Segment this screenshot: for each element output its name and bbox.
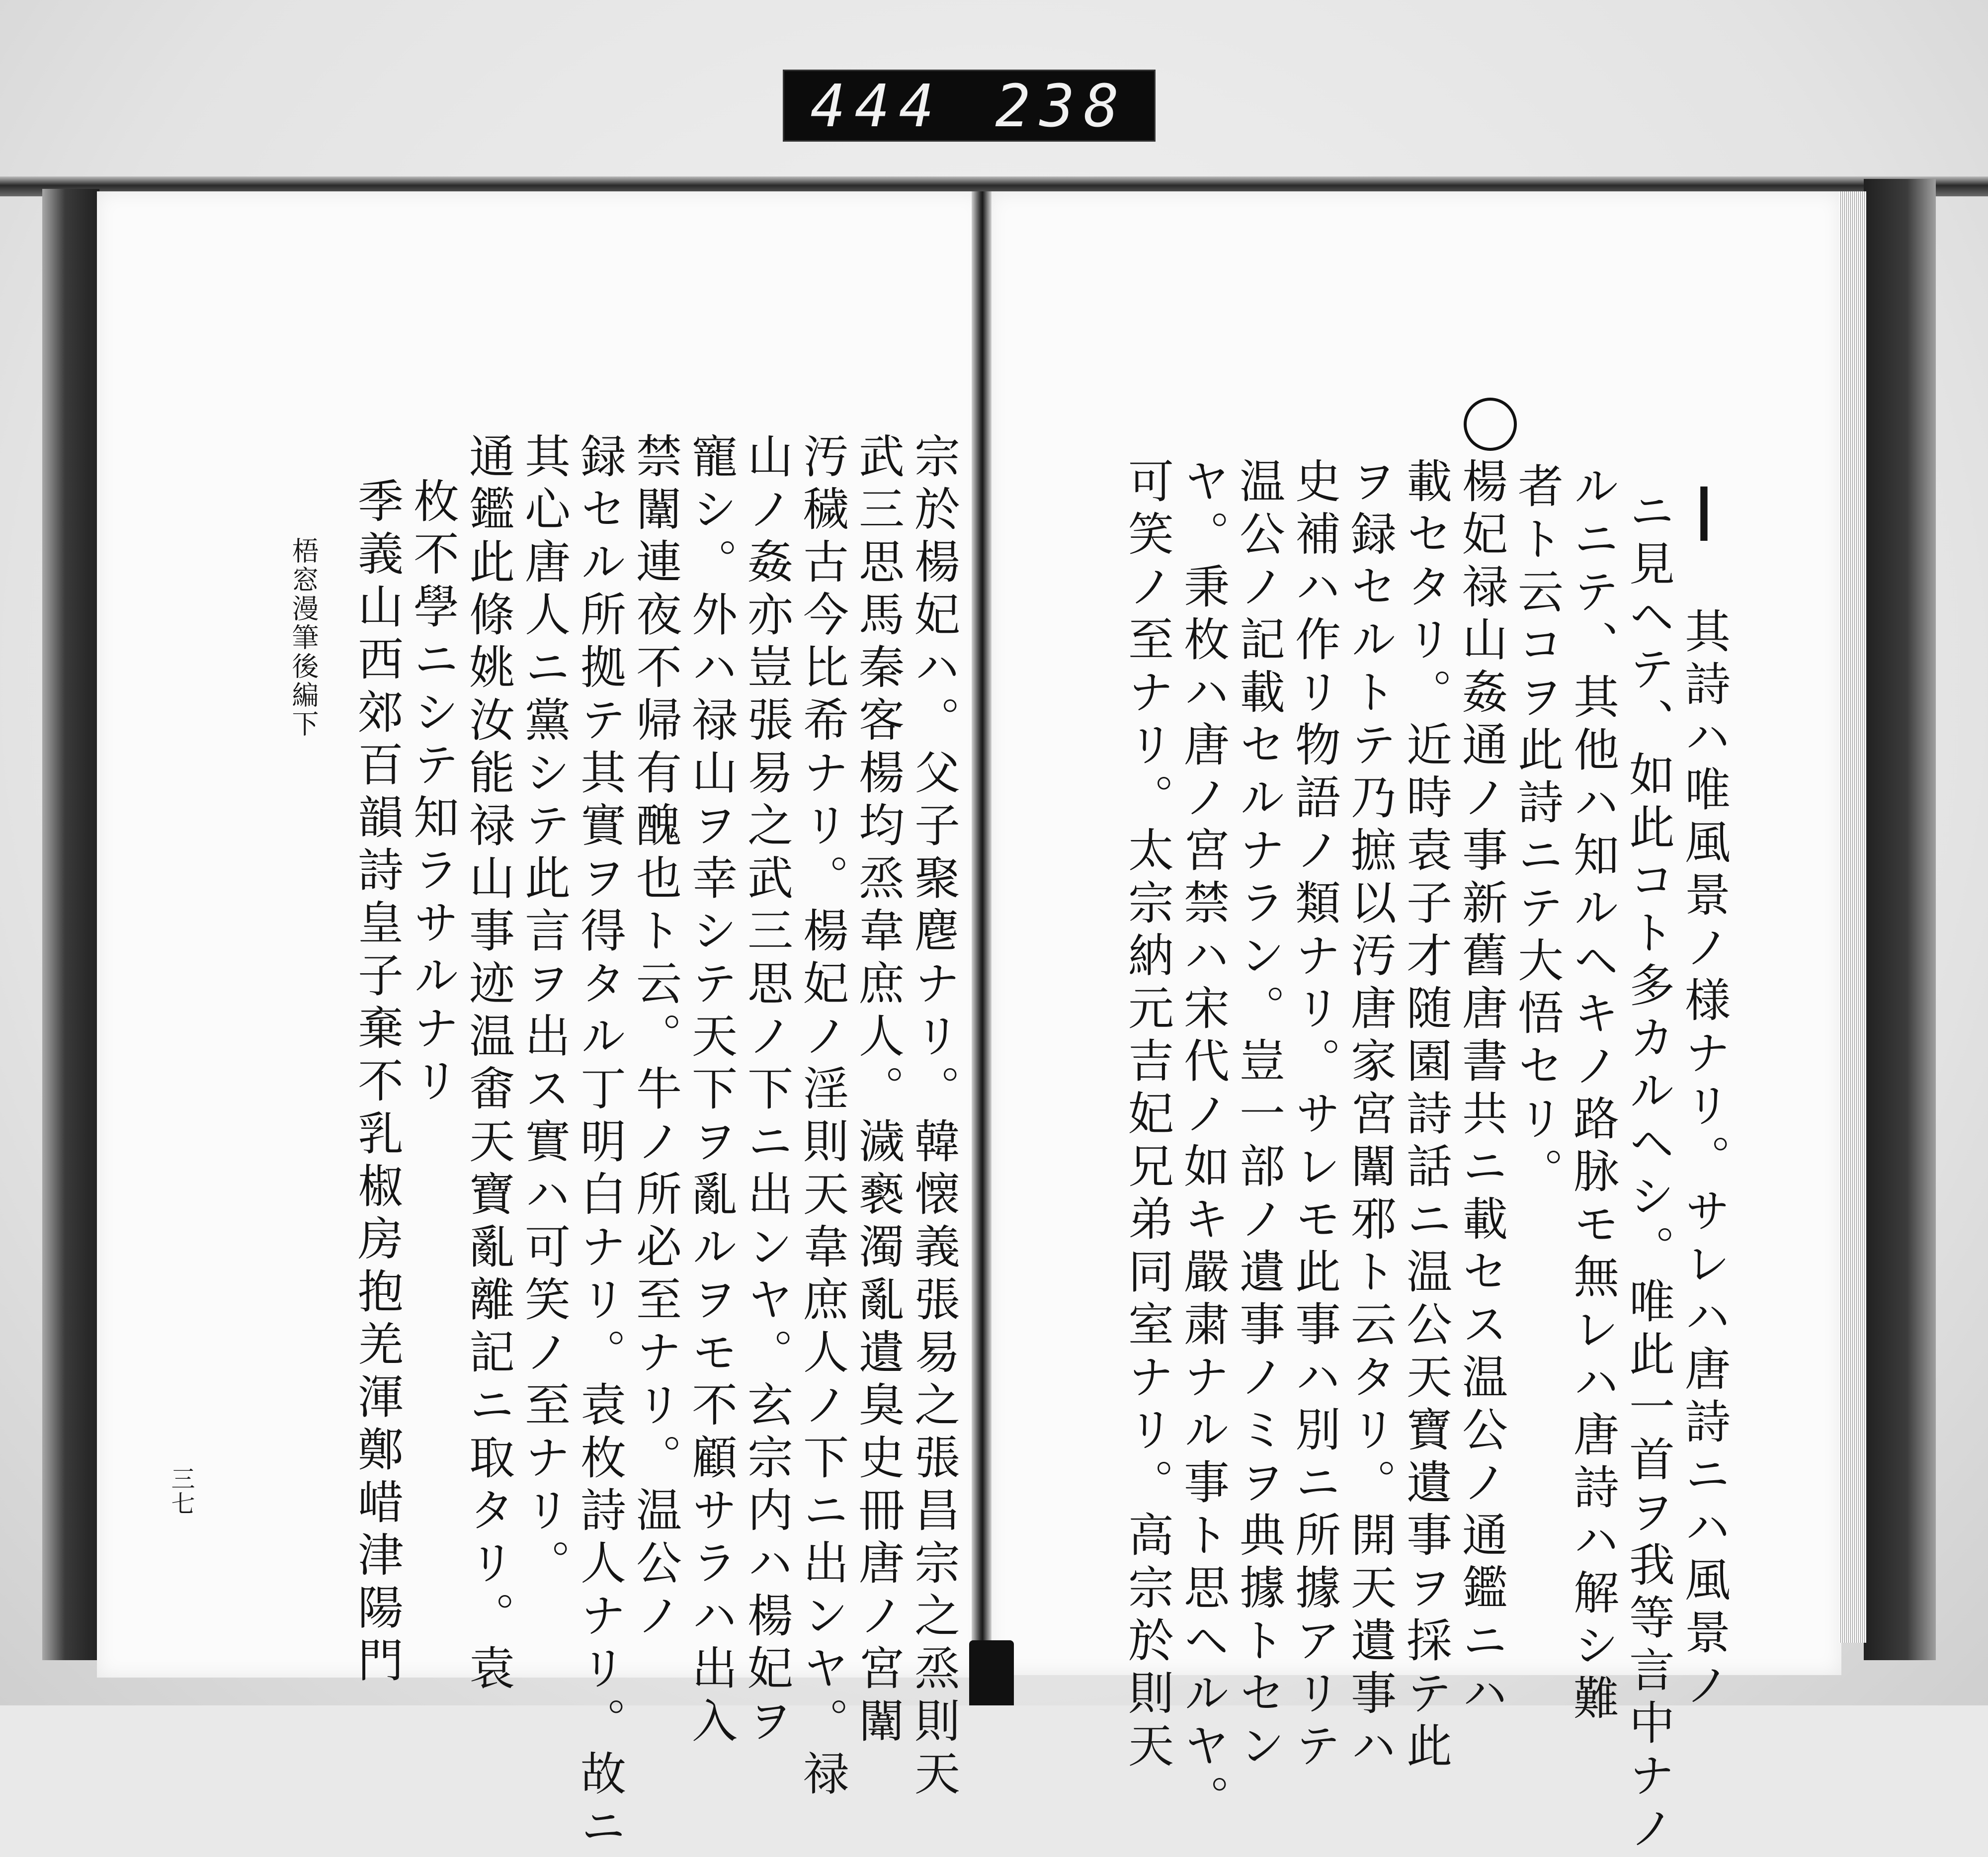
right-page-column-6: 載セタリ。近時袁子才随園詩話ニ温公天寶遺事ヲ採テ此 [1399, 457, 1452, 1774]
left-page-column-7: 録セル所拠テ其實ヲ得タル丁明白ナリ。袁枚詩人ナリ。故ニ [573, 432, 626, 1855]
right-page-column-7: ヲ録セルトテ乃摭以汚唐家宮闈邪ト云タリ。開天遺事ハ [1343, 457, 1397, 1774]
left-page-column-6: 禁闈連夜不帰有醜也ト云。牛ノ所必至ナリ。温公ノ [629, 432, 682, 1644]
right-page-column-10: ヤ。秉枚ハ唐ノ宮禁ハ宋代ノ如キ嚴粛ナル事ト思ヘルヤ。 [1176, 457, 1230, 1827]
right-page-column-5: 楊妃禄山姦通ノ事新舊唐書共ニ載セス温公ノ通鑑ニハ [1455, 457, 1508, 1722]
counter-right-number: 238 [995, 71, 1128, 140]
frame-counter-plate [783, 70, 1156, 142]
section-circle-mark [1464, 398, 1517, 451]
book-title-margin: 梧窓漫筆後編下 [288, 537, 319, 739]
left-page-column-8: 其心唐人ニ黨シテ此言ヲ出ス實ハ可笑ノ至ナリ。 [517, 432, 571, 1592]
left-page-column-4: 山ノ姦亦豈張易之武三思ノ下ニ出ンヤ。玄宗内ハ楊妃ヲ [740, 432, 793, 1750]
spine-clip [969, 1640, 1014, 1705]
right-page-column-3: ルニテ、其他ハ知ルヘキノ路脉モ無レハ唐詩ハ解シ難 [1566, 462, 1619, 1727]
right-page-column-2: ニ見ヘテ、如此コト多カルヘシ。唯此一首ヲ我等言中ナノ [1622, 487, 1675, 1857]
counter-left-number: 444 [810, 71, 943, 140]
left-page-column-10: 枚不學ニシテ知ラサルナリ [406, 477, 459, 1109]
left-page-column-3: 汚穢古今比希ナリ。楊妃ノ淫則天韋庶人ノ下ニ出ンヤ。禄 [796, 432, 849, 1802]
right-page-column-1: ┃ 其詩ハ唯風景ノ様ナリ。サレハ唐詩ニハ風景ノ [1677, 487, 1731, 1714]
left-page-column-1: 宗於楊妃ハ。父子聚麀ナリ。韓懐義張易之張昌宗之烝則天 [907, 432, 960, 1802]
left-page-column-11: 季義山西郊百韻詩皇子棄不乳椒房抱羌渾鄭㟙津陽門 [350, 477, 404, 1689]
left-page-column-2: 武三思馬秦客楊均烝韋庶人。濊褻濁亂遺臭史冊唐ノ宮闈 [851, 432, 905, 1750]
page-stack-edge [1839, 191, 1866, 1643]
left-page-column-9: 通鑑此條姚汝能禄山事迹温畬天寶亂離記ニ取タリ。袁 [462, 432, 515, 1697]
book-cover-right [1864, 179, 1936, 1660]
right-page-column-8: 史補ハ作リ物語ノ類ナリ。サレモ此事ハ別ニ所據アリテ [1288, 457, 1341, 1774]
right-page-column-11: 可笑ノ至ナリ。太宗納元吉妃兄弟同室ナリ。高宗於則天 [1121, 457, 1174, 1774]
left-page-column-5: 寵シ。外ハ禄山ヲ幸シテ天下ヲ亂ルヲモ不顧サラハ出入 [684, 432, 738, 1750]
right-page-column-9: 温公ノ記載セルナラン。豈一部ノ遺事ノミヲ典據トセン [1232, 457, 1285, 1774]
book-gutter [972, 191, 992, 1678]
page-number: 三七 [167, 1466, 195, 1516]
book-cover-left [42, 189, 99, 1660]
right-page-column-4: 者ト云コヲ此詩ニテ大悟セリ。 [1510, 462, 1564, 1200]
